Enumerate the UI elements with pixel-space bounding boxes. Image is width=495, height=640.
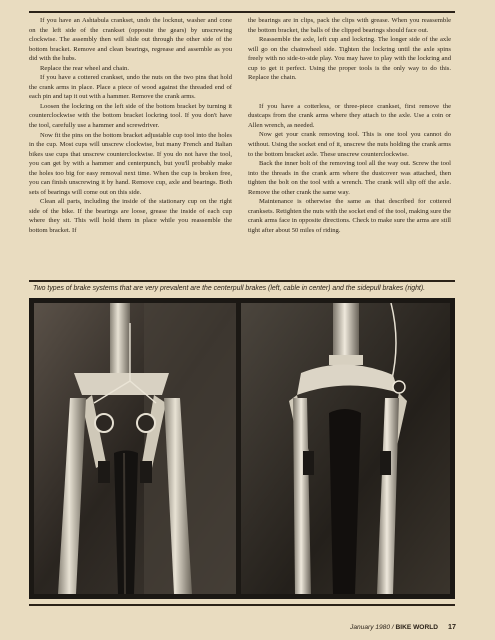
top-rule [29, 11, 455, 13]
page-number: 17 [448, 622, 456, 631]
photo-panel [29, 298, 455, 599]
paragraph: Now get your crank removing tool. This is one tool you cannot do without. Using the socket end of it, unscrew the nuts holding the crank arms to the bottom bracket axle. These unscrew counterclockwise. [248, 131, 451, 158]
paragraph: Now fit the pins on the bottom bracket adjustable cup tool into the holes in the cup. Most cups will unscrew clockwise, but many French and Italian bikes use cups that unscrew counterclockwise. If you do not have the tool, you can get by with a hammer and centerpunch, but you'll probably make the holes too big for easy removal next time. When the cup is broken free, you can finish unscrewing it by hand. Remove cup, axle and bearings. Both sets of bearings will come out on this side. [29, 131, 232, 196]
centerpull-brake-photo [34, 303, 236, 594]
issue-separator: / [390, 624, 396, 631]
sidepull-brake-photo [241, 303, 450, 594]
paragraph: If you have a cottered crankset, undo the nuts on the two pins that hold the crank arms in place. Place a piece of wood against the threaded end of each pin and tap it out with a hammer. Remove the crank arms. [29, 74, 232, 101]
paragraph: the bearings are in clips, pack the clips with grease. When you reassemble the bottom bracket, the balls of the clipped bearings should face out. [248, 17, 451, 34]
issue-date: January 1980 [350, 624, 390, 631]
bottom-rule [29, 604, 455, 606]
paragraph: Back the inner bolt of the removing tool all the way out. Screw the tool into the threads in the crank arm where the dustcover was attached, then tighten the bolt on the tool with a wrench. The crank will slip off the axle. Remove the other crank the same way. [248, 160, 451, 196]
left-text-column [29, 16, 232, 236]
sidepull-brake-illustration [241, 303, 450, 594]
page-footer [350, 622, 456, 631]
paragraph: Maintenance is otherwise the same as that described for cottered cranksets. Retighten the nuts with the socket end of the tool, making sure the crank arms face in opposite directions. Check to make sure the arms are still tight after about 50 miles of riding. [248, 198, 451, 234]
paragraph: Replace the rear wheel and chain. [40, 64, 129, 72]
paragraph: If you have an Ashtabula crankset, undo the locknut, washer and cone on the left side of the crankset (opposite the gears) by unscrewing clockwise. The assembly then will slide out through the other side of the bottom bracket. Remove and clean bearings, regrease and assemble as you did with the hubs. [29, 17, 232, 63]
right-text-column [248, 16, 451, 235]
paragraph: If you have a cotterless, or three-piece crankset, first remove the dustcaps from the crank arms where they attach to the axle. Use a coin or Allen wrench, as needed. [248, 102, 451, 129]
paragraph: Loosen the lockring on the left side of the bottom bracket by turning it counterclockwise with the bottom bracket lockring tool. If you don't have the tool, carefully use a hammer and screwdriver. [29, 102, 232, 130]
issue-line [350, 624, 438, 631]
photo-caption: Two types of brake systems that are very prevalent are the centerpull brakes (left, cable in center) and the sidepull brakes (right). [33, 285, 426, 292]
paragraph: Reassemble the axle, left cup and lockring. The longer side of the axle will go on the chainwheel side. Tighten the lockring until the axle spins freely with no side-to-side play. You may have to play with the lockring and cup to get it perfect. Using the proper tools is the only way to do this. Replace the chain. [248, 36, 451, 82]
centerpull-brake-illustration [34, 303, 236, 594]
caption-rule [29, 280, 455, 282]
paragraph: Clean all parts, including the inside of the stationary cup on the right side of the bike. If the bearings are loose, grease the inside of each cup where they sit. This will hold them in place while you reassemble the bottom bracket. If [29, 198, 232, 235]
magazine-name: BIKE WORLD [395, 624, 438, 631]
